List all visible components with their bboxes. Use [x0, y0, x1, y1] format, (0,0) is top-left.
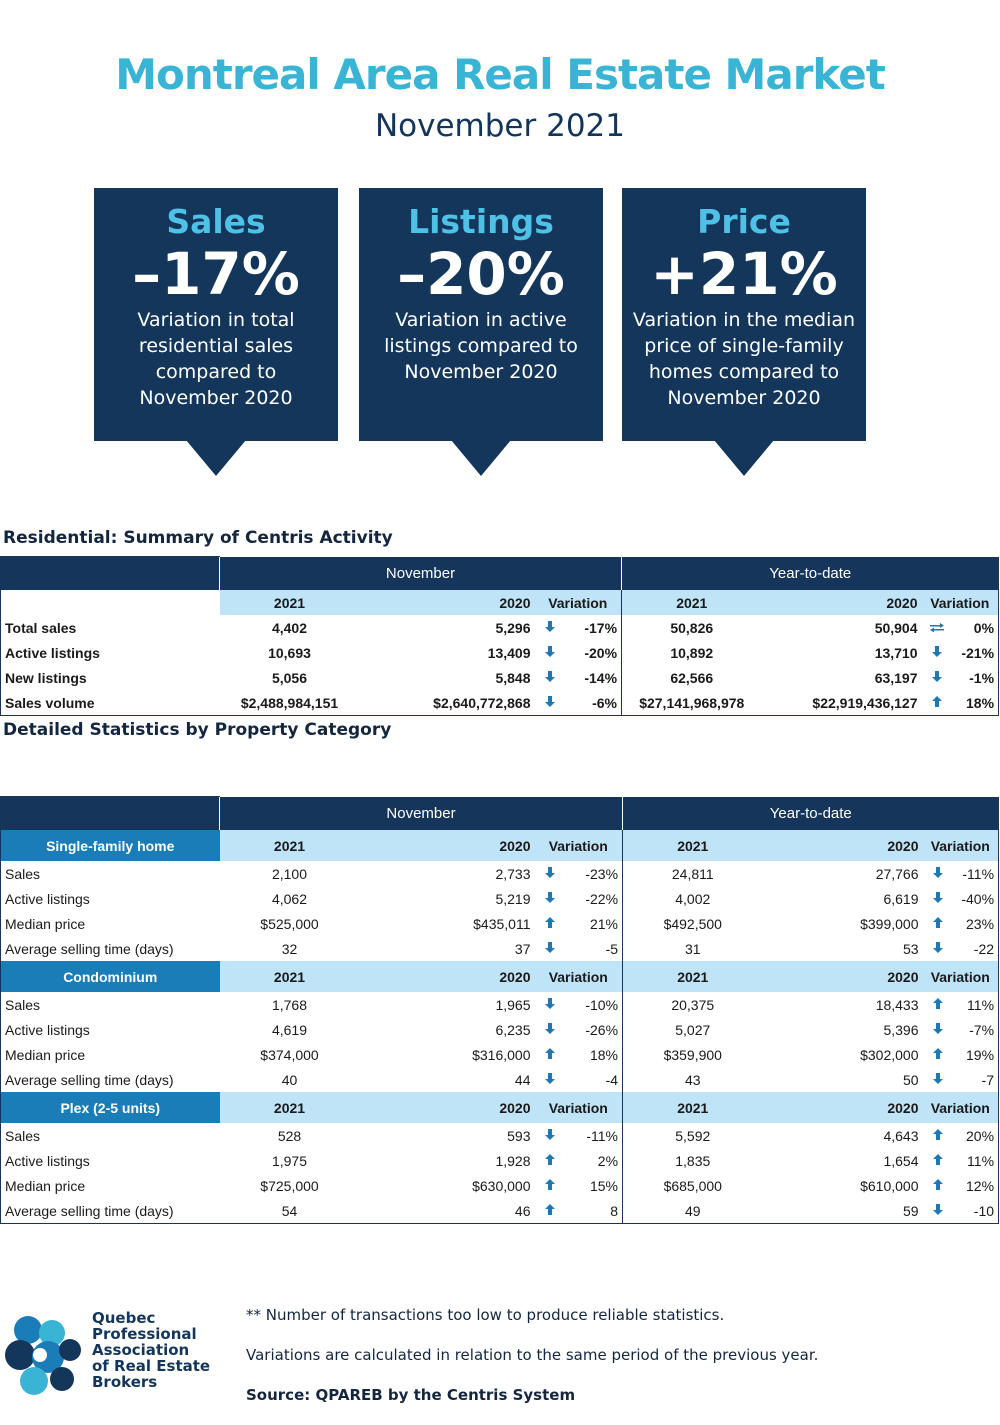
col-variation: Variation	[923, 961, 999, 992]
card-pointer	[186, 440, 246, 476]
nov-variation-value: -5	[605, 940, 619, 957]
arrow-up-icon	[535, 911, 565, 936]
ytd-variation-value: -7%	[953, 1017, 999, 1042]
nov-2021-value: 40	[281, 1071, 298, 1088]
arrow-up-icon	[535, 1173, 565, 1198]
ytd-variation-value: -40%	[953, 886, 999, 911]
table-row	[1, 936, 999, 961]
card-pointer	[714, 440, 774, 476]
col-2020: 2020	[763, 830, 923, 861]
group-header-november: November	[220, 797, 623, 831]
row-label: Median price	[1, 1173, 220, 1198]
col-2020: 2020	[763, 1092, 923, 1123]
logo-line: of Real Estate	[92, 1357, 211, 1375]
ytd-2020-value: $22,919,436,127	[762, 690, 922, 716]
nov-2020-value: 593	[507, 1127, 531, 1144]
arrow-up-icon	[923, 1173, 953, 1198]
group-header-ytd: Year-to-date	[623, 797, 999, 831]
nov-variation-value: -23%	[585, 865, 619, 882]
nov-2020-value: 6,235	[495, 1021, 531, 1038]
row-label: Sales volume	[1, 690, 220, 716]
ytd-2020-value: 18,433	[875, 996, 919, 1013]
card-title: Sales	[166, 202, 266, 241]
group-header-november: November	[220, 557, 622, 591]
ytd-variation-value: -7	[953, 1067, 999, 1092]
table-row	[1, 690, 999, 716]
listings-card	[359, 188, 603, 441]
arrow-down-icon	[535, 1017, 565, 1042]
table-row	[1, 1017, 999, 1042]
arrow-up-icon	[923, 992, 953, 1017]
ytd-variation-value: 23%	[953, 911, 999, 936]
nov-2021-value: 4,619	[271, 1021, 308, 1038]
col-2020: 2020	[360, 1092, 535, 1123]
row-label: Sales	[1, 1123, 220, 1148]
col-variation: Variation	[923, 830, 999, 861]
nov-2021-value: 1,975	[271, 1152, 308, 1169]
nov-2020-value: 44	[514, 1071, 531, 1088]
col-2021: 2021	[623, 830, 763, 861]
ytd-2020-value: 5,396	[883, 1021, 919, 1038]
header-blank	[1, 797, 220, 831]
page-title: Montreal Area Real Estate Market	[115, 50, 885, 99]
summary-heading: Residential: Summary of Centris Activity	[3, 528, 393, 548]
card-description: Variation in the median price of single-family homes compared to November 2020	[632, 309, 856, 409]
ytd-variation-value: 19%	[953, 1042, 999, 1067]
logo-line: Association	[92, 1341, 190, 1359]
arrow-down-icon	[923, 1198, 953, 1224]
ytd-2020-value: $610,000	[860, 1177, 919, 1194]
table-row	[1, 665, 999, 690]
table-row	[1, 861, 999, 886]
logo-line: Quebec	[92, 1309, 156, 1327]
arrow-down-icon	[535, 886, 565, 911]
row-label: Median price	[1, 911, 220, 936]
ytd-2021-value: $685,000	[623, 1173, 763, 1198]
nov-2021-value: $374,000	[260, 1046, 319, 1063]
ytd-2020-value: 59	[763, 1198, 923, 1224]
col-2021: 2021	[220, 830, 360, 861]
nov-2020-value: 5,296	[495, 619, 531, 636]
nov-2020-value: 1,928	[495, 1152, 531, 1169]
nov-variation-value: -10%	[585, 996, 619, 1013]
nov-2020-value: $435,011	[473, 915, 531, 932]
arrow-up-icon	[535, 1042, 565, 1067]
table-row	[1, 992, 999, 1017]
ytd-2020-value: 1,654	[883, 1152, 919, 1169]
ytd-2020-value: 13,710	[874, 644, 918, 661]
nov-2020-value: $2,640,772,868	[360, 690, 535, 716]
ytd-2021-value: 24,811	[623, 861, 763, 886]
nov-2021-value: $2,488,984,151	[220, 690, 360, 716]
ytd-2021-value: 5,592	[623, 1123, 763, 1148]
nov-variation-value: 8	[565, 1198, 623, 1224]
nov-2021-value: 5,056	[271, 669, 308, 686]
col-2021: 2021	[623, 961, 763, 992]
ytd-variation-value: 18%	[952, 690, 999, 716]
arrow-down-icon	[923, 861, 953, 886]
ytd-variation-value: -1%	[952, 665, 999, 690]
nov-2020-value: 13,409	[487, 644, 531, 661]
arrow-up-icon	[923, 1148, 953, 1173]
nov-variation-value: 21%	[589, 915, 619, 932]
col-2020: 2020	[762, 590, 922, 615]
card-value: –17%	[132, 240, 300, 308]
ytd-2020-value: 63,197	[874, 669, 918, 686]
card-title: Price	[697, 202, 791, 241]
table-row	[1, 1148, 999, 1173]
col-2020: 2020	[763, 961, 923, 992]
arrow-down-icon	[923, 936, 953, 961]
table-row	[1, 1173, 999, 1198]
ytd-variation-value: -21%	[952, 640, 999, 665]
ytd-2020-value: $399,000	[860, 915, 919, 932]
ytd-2021-value: 10,892	[622, 640, 762, 665]
ytd-2021-value: 49	[623, 1198, 763, 1224]
logo-line: Professional	[92, 1325, 197, 1343]
col-2021: 2021	[623, 1092, 763, 1123]
arrow-down-icon	[923, 886, 953, 911]
nov-2021-value: 54	[220, 1198, 360, 1224]
nov-2021-value: 2,100	[271, 865, 308, 882]
header-blank	[1, 557, 220, 591]
ytd-variation-value: 12%	[953, 1173, 999, 1198]
arrow-down-icon	[535, 690, 565, 716]
col-2020: 2020	[360, 961, 535, 992]
ytd-2021-value: $359,900	[623, 1042, 763, 1067]
category-header-row	[1, 830, 999, 861]
nov-2020-value: 46	[360, 1198, 535, 1224]
page-subtitle: November 2021	[374, 108, 625, 144]
row-label: Sales	[1, 992, 220, 1017]
arrow-down-icon	[535, 1123, 565, 1148]
card-description: Variation in total residential sales compared to November 2020	[137, 309, 295, 409]
ytd-2020-value: 50	[902, 1071, 919, 1088]
ytd-2021-value: 31	[623, 936, 763, 961]
footnote-low-transactions: ** Number of transactions too low to produce reliable statistics.	[246, 1306, 725, 1324]
nov-variation-value: -26%	[585, 1021, 619, 1038]
ytd-2020-value: 27,766	[875, 865, 919, 882]
nov-2021-value: $525,000	[260, 915, 319, 932]
row-label: Average selling time (days)	[1, 1198, 220, 1224]
card-value: +21%	[650, 240, 838, 308]
nov-2020-value: 37	[514, 940, 531, 957]
col-variation: Variation	[535, 1092, 623, 1123]
ytd-2021-value: 4,002	[623, 886, 763, 911]
ytd-variation-value: 11%	[953, 992, 999, 1017]
nov-2020-value: 1,965	[495, 996, 531, 1013]
category-name: Plex (2-5 units)	[1, 1092, 220, 1123]
logo-line: Brokers	[92, 1373, 158, 1391]
nov-2021-value: 4,062	[271, 890, 308, 907]
arrow-down-icon	[535, 936, 565, 961]
category-name: Condominium	[1, 961, 220, 992]
category-header-row	[1, 1092, 999, 1123]
nov-variation-value: -14%	[584, 669, 618, 686]
table-row	[1, 1198, 999, 1224]
nov-2021-value: 528	[277, 1127, 302, 1144]
col-2021: 2021	[220, 590, 360, 615]
sales-card	[94, 188, 338, 441]
ytd-variation-value: -10	[953, 1198, 999, 1224]
summary-table	[0, 556, 999, 716]
row-label: Median price	[1, 1042, 220, 1067]
arrow-down-icon	[535, 665, 565, 690]
source-note: Source: QPAREB by the Centris System	[246, 1386, 576, 1404]
arrow-down-icon	[923, 1067, 953, 1092]
price-card	[622, 188, 866, 441]
nov-2021-value: $725,000	[260, 1177, 319, 1194]
card-pointer	[451, 440, 511, 476]
table-row	[1, 1042, 999, 1067]
arrow-up-icon	[923, 911, 953, 936]
ytd-2021-value: 50,826	[622, 615, 762, 640]
ytd-variation-value: -11%	[953, 861, 999, 886]
ytd-variation-value: 0%	[952, 615, 999, 640]
ytd-2020-value: 4,643	[883, 1127, 919, 1144]
table-row	[1, 615, 999, 640]
row-label: Average selling time (days)	[1, 1067, 220, 1092]
nov-2020-value: $630,000	[472, 1177, 531, 1194]
nov-variation-value: 2%	[597, 1152, 619, 1169]
table-row	[1, 1067, 999, 1092]
nov-variation-value: -11%	[586, 1127, 619, 1144]
row-label: Average selling time (days)	[1, 936, 220, 961]
ytd-2021-value: 1,835	[623, 1148, 763, 1173]
nov-2020-value: 2,733	[495, 865, 531, 882]
arrow-down-icon	[535, 1067, 565, 1092]
arrow-down-icon	[535, 640, 565, 665]
arrow-up-icon	[923, 1123, 953, 1148]
ytd-2020-value: $302,000	[860, 1046, 919, 1063]
ytd-2021-value: 5,027	[623, 1017, 763, 1042]
nov-2020-value: 5,219	[495, 890, 531, 907]
row-label: Active listings	[1, 886, 220, 911]
row-label: New listings	[1, 665, 220, 690]
nov-2021-value: 1,768	[271, 996, 308, 1013]
card-title: Listings	[408, 202, 554, 241]
footnote-variations: Variations are calculated in relation to the same period of the previous year.	[246, 1346, 819, 1364]
detailed-table	[0, 796, 999, 1224]
nov-variation-value: 15%	[589, 1177, 619, 1194]
row-label: Active listings	[1, 640, 220, 665]
col-2020: 2020	[360, 590, 535, 615]
nov-variation-value: 18%	[589, 1046, 619, 1063]
ytd-2021-value: $492,500	[623, 911, 763, 936]
col-variation: Variation	[535, 830, 623, 861]
col-variation: Variation	[922, 590, 999, 615]
nov-2021-value: 4,402	[271, 619, 308, 636]
nov-variation-value: -22%	[585, 890, 619, 907]
arrow-down-icon	[922, 640, 952, 665]
row-label: Sales	[1, 861, 220, 886]
col-variation: Variation	[923, 1092, 999, 1123]
ytd-2021-value: 20,375	[623, 992, 763, 1017]
table-row	[1, 640, 999, 665]
ytd-2021-value: $27,141,968,978	[622, 690, 762, 716]
arrow-up-icon	[922, 690, 952, 716]
category-header-row	[1, 961, 999, 992]
arrow-down-icon	[923, 1017, 953, 1042]
ytd-variation-value: -22	[953, 936, 999, 961]
col-2020: 2020	[360, 830, 535, 861]
col-variation: Variation	[535, 590, 622, 615]
ytd-2020-value: 50,904	[874, 619, 918, 636]
col-2021: 2021	[622, 590, 762, 615]
ytd-2020-value: 53	[902, 940, 919, 957]
row-label: Active listings	[1, 1017, 220, 1042]
nov-2020-value: $316,000	[472, 1046, 531, 1063]
arrow-down-icon	[535, 615, 565, 640]
category-name: Single-family home	[1, 830, 220, 861]
ytd-variation-value: 20%	[953, 1123, 999, 1148]
group-header-ytd: Year-to-date	[622, 557, 999, 591]
card-description: Variation in active listings compared to November 2020	[384, 309, 578, 383]
arrow-down-icon	[535, 861, 565, 886]
ytd-2021-value: 62,566	[622, 665, 762, 690]
subheader-blank	[1, 590, 220, 615]
detailed-heading: Detailed Statistics by Property Category	[3, 720, 392, 740]
arrow-up-icon	[923, 1042, 953, 1067]
arrow-up-icon	[535, 1198, 565, 1224]
col-2021: 2021	[220, 1092, 360, 1123]
row-label: Total sales	[1, 615, 220, 640]
col-2021: 2021	[220, 961, 360, 992]
nov-2021-value: 10,693	[268, 644, 311, 661]
table-row	[1, 886, 999, 911]
nov-2021-value: 32	[281, 940, 298, 957]
row-label: Active listings	[1, 1148, 220, 1173]
ytd-2021-value: 43	[623, 1067, 763, 1092]
card-value: –20%	[397, 240, 565, 308]
table-row	[1, 911, 999, 936]
nov-variation-value: -17%	[584, 619, 618, 636]
nov-variation-value: -20%	[584, 644, 618, 661]
arrow-up-icon	[535, 1148, 565, 1173]
nov-variation-value: -4	[605, 1071, 619, 1088]
ytd-variation-value: 11%	[953, 1148, 999, 1173]
arrow-down-icon	[922, 665, 952, 690]
nov-2020-value: 5,848	[495, 669, 531, 686]
ytd-2020-value: 6,619	[883, 890, 919, 907]
swap-arrows-icon	[922, 615, 952, 640]
logo-text	[92, 1310, 210, 1390]
nov-variation-value: -6%	[565, 690, 622, 716]
arrow-down-icon	[535, 992, 565, 1017]
col-variation: Variation	[535, 961, 623, 992]
table-row	[1, 1123, 999, 1148]
